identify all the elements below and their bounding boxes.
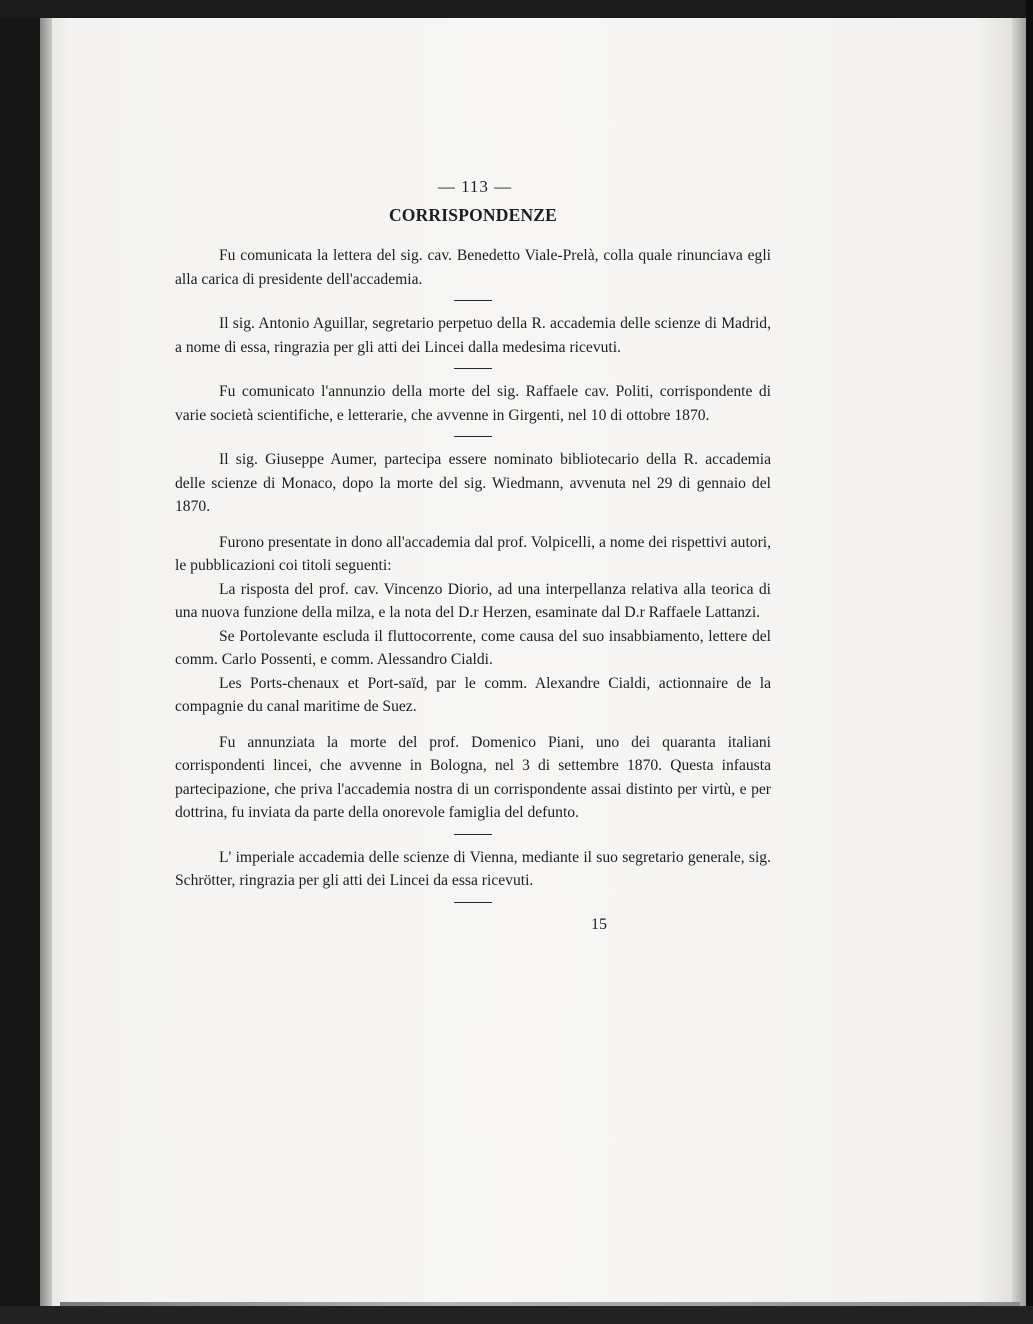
- separator-rule: [454, 368, 492, 369]
- paragraph-gap: [175, 719, 771, 731]
- signature-mark: 15: [591, 915, 607, 933]
- text-block: [175, 170, 771, 936]
- scan-bottom-border: [0, 1306, 1033, 1324]
- paragraph: Il sig. Giuseppe Aumer, partecipa essere nominato bibliotecario della R. accademia delle scienze di Monaco, dopo la morte del sig. Wiedmann, avvenuta nel 29 di gennaio del 1870.: [175, 451, 771, 515]
- paragraph: Fu comunicata la lettera del sig. cav. Benedetto Viale-Prelà, colla quale rinunciava egli alla carica di presidente dell'accademia.: [175, 247, 771, 288]
- paragraph: La risposta del prof. cav. Vincenzo Diorio, ad una interpellanza relativa alla teorica di una nuova funzione della milza, e la nota del D.r Herzen, esaminate dal D.r Raffaele Lattanzi.: [175, 580, 771, 621]
- paragraph: Les Ports-chenaux et Port-saïd, par le comm. Alexandre Cialdi, actionnaire de la compagnie du canal maritime de Suez.: [175, 674, 771, 715]
- separator-rule: [454, 834, 492, 835]
- page-bottom-edge: [60, 1302, 1020, 1306]
- paragraph: Fu annunziata la morte del prof. Domenico Piani, uno dei quaranta italiani corrispondenti lincei, che avvenne in Bologna, nel 3 di settembre 1870. Questa infausta partecipazione, che priva l'accademia nostra di un corrispondente assai distinto per virtù, e per dottrina, fu inviata da parte della onorevole famiglia del defunto.: [175, 733, 771, 821]
- scan-right-border: [1026, 0, 1033, 1324]
- section-heading: CORRISPONDENZE: [388, 205, 558, 225]
- separator-rule: [454, 902, 492, 903]
- paragraph-gap: [175, 519, 771, 531]
- page-right-edge: [1012, 18, 1026, 1312]
- paragraph: Se Portolevante escluda il fluttocorrente, come causa del suo insabbiamento, lettere del comm. Carlo Possenti, e comm. Alessandro Cialdi.: [175, 627, 771, 668]
- paragraph: Furono presentate in dono all'accademia dal prof. Volpicelli, a nome dei rispettivi autori, le pubblicazioni coi titoli seguenti:: [175, 533, 771, 574]
- paragraph: Il sig. Antonio Aguillar, segretario perpetuo della R. accademia delle scienze di Madrid, a nome di essa, ringrazia per gli atti dei Lincei dalla medesima ricevuti.: [175, 315, 771, 356]
- binding-edge: [40, 18, 52, 1312]
- scan-top-border: [0, 0, 1033, 18]
- paragraph: L' imperiale accademia delle scienze di Vienna, mediante il suo segretario generale, sig. Schrötter, ringrazia per gli atti dei Lincei da essa ricevuti.: [175, 848, 771, 889]
- paragraph: Fu comunicato l'annunzio della morte del sig. Raffaele cav. Politi, corrispondente di varie società scientifiche, e letterarie, che avvenne in Girgenti, nel 10 di ottobre 1870.: [175, 383, 771, 424]
- separator-rule: [454, 436, 492, 437]
- page-number: — 113 —: [437, 177, 513, 196]
- separator-rule: [454, 300, 492, 301]
